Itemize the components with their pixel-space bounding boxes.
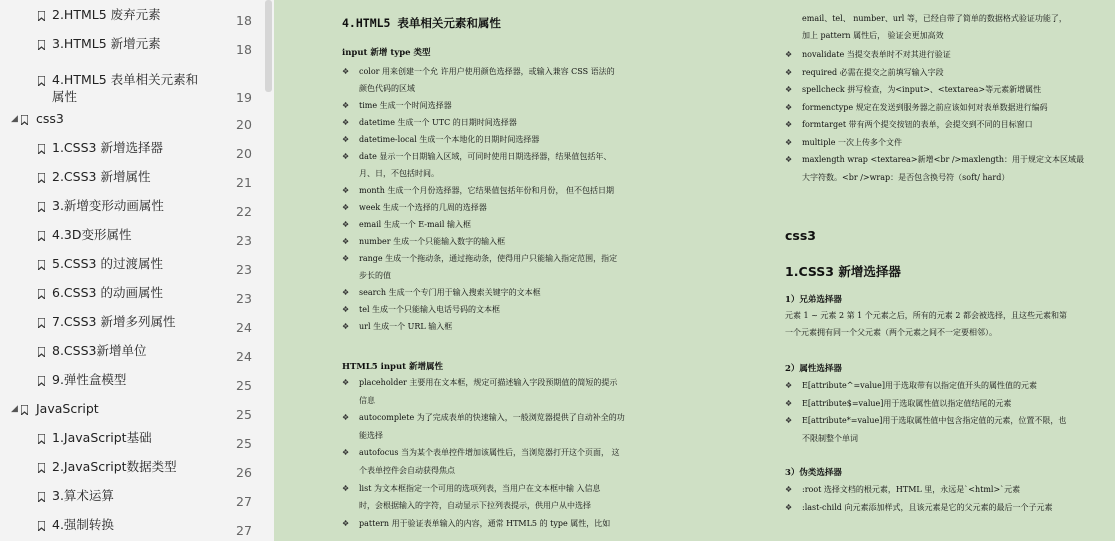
bullet-icon: ❖: [342, 518, 350, 528]
line-text: formenctype 规定在发送到服务器之前应该如何对表单数据进行编码: [802, 102, 1048, 112]
line-text: E[attribute*=value]用于选取属性值中包含指定值的元素，位置不限，也: [802, 416, 1067, 425]
toc-item-label: 7.CSS3 新增多列属性: [52, 314, 176, 329]
toc-item[interactable]: [0, 193, 262, 222]
toc-page-number: 24: [236, 349, 252, 364]
line-text: list 为文本框指定一个可用的选项列表，当用户在文本框中输 入信息: [359, 483, 601, 493]
bookmark-icon: [38, 434, 45, 444]
line-text: range 生成一个拖动条，通过拖动条，使得用户只能输入指定范围，指定: [359, 254, 618, 263]
bookmark-icon: [38, 40, 45, 50]
bullet-icon: ❖: [785, 102, 793, 112]
toc-item[interactable]: [0, 454, 262, 483]
line-text: pattern 用于验证表单输入的内容，通常 HTML5 的 type 属性，比如: [359, 518, 611, 528]
bullet-icon: ❖: [785, 50, 793, 59]
toc-item-label: 4.HTML5 表单相关元素和属性: [52, 72, 199, 104]
line-text: required 必需在提交之前填写输入字段: [802, 67, 944, 77]
line-text: 个表单控件会自动获得焦点: [359, 466, 455, 475]
toc-item[interactable]: [0, 31, 262, 60]
line-text: maxlength wrap <textarea>新增<br />maxlength：用于规定文本区域最: [802, 155, 1085, 164]
line-text: :root 选择文档的根元素，HTML 里，永远是`<html>`元素: [802, 485, 1021, 494]
toc-item-label: 1.CSS3 新增选择器: [52, 140, 163, 155]
line-text: multiple 一次上传多个文件: [802, 137, 903, 147]
line-text: date 显示一个日期输入区域，可同时使用日期选择器，结果值包括年、: [359, 152, 612, 161]
toc-page-number: 18: [236, 13, 252, 28]
line-text: placeholder 主要用在文本框，规定可描述输入字段预期值的简短的提示: [359, 378, 618, 387]
line-text: week 生成一个选择的几周的选择器: [359, 203, 487, 212]
bullet-icon: ❖: [785, 416, 793, 425]
line-text: month 生成一个月份选择器，它结果值包括年份和月份， 但不包括日期: [359, 186, 615, 195]
bullet-icon: ❖: [342, 203, 350, 212]
bookmark-icon: [38, 376, 45, 386]
line-text: 能选择: [359, 430, 383, 440]
subsection-heading: 3）伪类选择器: [785, 468, 842, 478]
toc-page-number: 25: [236, 436, 252, 451]
document-page: [274, 0, 1115, 541]
expand-caret-icon[interactable]: ◢: [11, 114, 18, 124]
toc-sidebar: [0, 0, 262, 541]
bookmark-icon: [38, 173, 45, 183]
bookmark-icon: [38, 521, 45, 531]
bullet-icon: ❖: [342, 152, 350, 161]
bookmark-icon: [38, 318, 45, 328]
line-text: E[attribute$=value]用于选取属性值以指定值结尾的元素: [802, 398, 1012, 408]
line-text: formtarget 带有两个提交按钮的表单，会提交到不同的目标窗口: [802, 120, 1033, 129]
bullet-icon: ❖: [785, 155, 793, 164]
line-text: 颜色代码的区域: [359, 84, 415, 93]
toc-item[interactable]: [0, 309, 262, 338]
toc-item-label: 6.CSS3 的动画属性: [52, 285, 163, 300]
subsection-heading: input 新增 type 类型: [342, 48, 431, 58]
line-text: 不限制整个单词: [802, 433, 858, 443]
bullet-icon: ❖: [342, 322, 350, 331]
subsection-heading: 1）兄弟选择器: [785, 295, 842, 305]
toc-page-number: 27: [236, 523, 252, 538]
toc-item-label: 8.CSS3新增单位: [52, 343, 147, 358]
line-text: email、tel、 number、url 等，已经自带了简单的数据格式验证功能了，: [802, 14, 1067, 23]
bookmark-icon: [38, 144, 45, 154]
bookmark-icon: [21, 405, 28, 415]
toc-page-number: 25: [236, 407, 252, 422]
section-title: 4.HTML5 表单相关元素和属性: [342, 16, 501, 30]
bullet-icon: ❖: [785, 137, 793, 147]
line-text: 步长的值: [359, 271, 391, 280]
line-text: E[attribute^=value]用于选取带有以指定值开头的属性值的元素: [802, 381, 1038, 390]
bullet-icon: ❖: [342, 220, 350, 229]
bullet-icon: ❖: [342, 135, 350, 144]
line-text: number 生成一个只能输入数字的输入框: [359, 237, 506, 246]
line-text: email 生成一个 E-mail 输入框: [359, 220, 471, 229]
toc-item-label: css3: [36, 111, 64, 126]
toc-page-number: 20: [236, 146, 252, 161]
bullet-icon: ❖: [785, 120, 793, 129]
toc-page-number: 19: [236, 90, 252, 105]
toc-item-label: 4.3D变形属性: [52, 227, 132, 242]
toc-item-label: 1.JavaScript基础: [52, 430, 152, 445]
paragraph-line: 一个元素拥有同一个父元素（两个元素之间不一定要相邻）。: [785, 328, 997, 337]
bookmark-icon: [38, 260, 45, 270]
toc-item[interactable]: [0, 135, 262, 164]
line-text: tel 生成一个只能输入电话号码的文本框: [359, 305, 501, 314]
bookmark-icon: [21, 115, 28, 125]
subsection-heading: 2）属性选择器: [785, 364, 842, 374]
toc-item-label: 9.弹性盒模型: [52, 372, 127, 387]
toc-item[interactable]: [0, 483, 262, 512]
line-text: url 生成一个 URL 输入框: [359, 322, 453, 331]
toc-item-label: 2.HTML5 废弃元素: [52, 7, 161, 22]
bullet-icon: ❖: [785, 502, 793, 512]
toc-item[interactable]: [0, 222, 262, 251]
toc-item-label: 3.算术运算: [52, 488, 114, 503]
bullet-icon: ❖: [785, 485, 793, 494]
toc-item-label: 2.JavaScript数据类型: [52, 459, 177, 474]
toc-item[interactable]: [0, 338, 262, 367]
bullet-icon: ❖: [342, 378, 350, 387]
expand-caret-icon[interactable]: ◢: [11, 404, 18, 414]
line-text: color 用来创建一个允 许用户使用颜色选择器，或输入兼容 CSS 语法的: [359, 67, 615, 76]
toc-item[interactable]: [0, 512, 262, 541]
line-text: autocomplete 为了完成表单的快速输入，一般浏览器提供了自动补全的功: [359, 413, 625, 423]
toc-item-label: JavaScript: [36, 401, 99, 416]
toc-item-label: 3.HTML5 新增元素: [52, 36, 161, 51]
bullet-icon: ❖: [342, 186, 350, 195]
toc-item[interactable]: [0, 106, 262, 135]
bullet-icon: ❖: [785, 381, 793, 390]
toc-page-number: 24: [236, 320, 252, 335]
bookmark-icon: [38, 492, 45, 502]
bullet-icon: ❖: [342, 448, 350, 458]
toc-page-number: 20: [236, 117, 252, 132]
line-text: datetime 生成一个 UTC 的日期时间选择器: [359, 118, 517, 127]
toc-item-label: 4.强制转换: [52, 517, 114, 532]
bookmark-icon: [38, 347, 45, 357]
line-text: spellcheck 拼写检查，为<input>、<textarea>等元素新增属性: [802, 85, 1042, 94]
bookmark-icon: [38, 11, 45, 21]
toc-item[interactable]: [0, 280, 262, 309]
toc-item[interactable]: [0, 67, 262, 105]
toc-item[interactable]: [0, 425, 262, 454]
toc-page-number: 22: [236, 204, 252, 219]
toc-page-number: 25: [236, 378, 252, 393]
toc-page-number: 18: [236, 42, 252, 57]
line-text: :last-child 向元素添加样式，且该元素是它的父元素的最后一个子元素: [802, 502, 1053, 512]
toc-page-number: 23: [236, 233, 252, 248]
line-text: autofocus 当为某个表单控件增加该属性后，当浏览器打开这个页面， 这: [359, 448, 620, 458]
toc-page-number: 27: [236, 494, 252, 509]
bullet-icon: ❖: [342, 254, 350, 263]
line-text: 时，会根据输入的字符，自动显示下拉列表提示，供用户从中选择: [359, 501, 591, 511]
bullet-icon: ❖: [342, 237, 350, 246]
line-text: 月、日，不包括时间。: [359, 169, 439, 178]
bullet-icon: ❖: [785, 67, 793, 77]
section-title: 1.CSS3 新增选择器: [785, 264, 901, 279]
toc-page-number: 21: [236, 175, 252, 190]
toc-item[interactable]: [0, 164, 262, 193]
subsection-heading: HTML5 input 新增属性: [342, 362, 444, 372]
line-text: 信息: [359, 395, 375, 405]
bullet-icon: ❖: [342, 288, 350, 297]
bookmark-icon: [38, 463, 45, 473]
line-text: search 生成一个专门用于输入搜索关键字的文本框: [359, 288, 541, 297]
toc-item-label: 2.CSS3 新增属性: [52, 169, 151, 184]
bullet-icon: ❖: [342, 483, 350, 493]
line-text: 加上 pattern 属性后， 验证会更加高效: [802, 31, 944, 40]
bookmark-icon: [38, 289, 45, 299]
toc-item-label: 5.CSS3 的过渡属性: [52, 256, 163, 271]
line-text: novalidate 当提交表单时不对其进行验证: [802, 50, 951, 59]
line-text: datetime-local 生成一个本地化的日期时间选择器: [359, 135, 540, 144]
bullet-icon: ❖: [342, 101, 350, 110]
bullet-icon: ❖: [785, 398, 793, 408]
bullet-icon: ❖: [342, 413, 350, 423]
line-text: time 生成一个时间选择器: [359, 101, 452, 110]
toc-item[interactable]: [0, 396, 262, 425]
paragraph-line: 元素 1 ~ 元素 2 第 1 个元素之后，所有的元素 2 都会被选择，且这些元素和第: [785, 311, 1067, 320]
bookmark-icon: [38, 76, 45, 86]
toc-item-label: 3.新增变形动画属性: [52, 198, 164, 213]
bullet-icon: ❖: [342, 118, 350, 127]
bookmark-icon: [38, 202, 45, 212]
bullet-icon: ❖: [342, 305, 350, 314]
line-text: 大字符数。<br />wrap：是否包含换号符（soft/ hard）: [802, 172, 1010, 182]
sidebar-scrollbar-thumb[interactable]: [265, 0, 272, 92]
toc-item[interactable]: [0, 367, 262, 396]
chapter-title: css3: [785, 228, 816, 243]
bullet-icon: ❖: [785, 85, 793, 94]
toc-page-number: 23: [236, 291, 252, 306]
toc-page-number: 26: [236, 465, 252, 480]
toc-page-number: 23: [236, 262, 252, 277]
bullet-icon: ❖: [342, 67, 350, 76]
toc-item[interactable]: [0, 251, 262, 280]
toc-item[interactable]: [0, 2, 262, 31]
bookmark-icon: [38, 231, 45, 241]
